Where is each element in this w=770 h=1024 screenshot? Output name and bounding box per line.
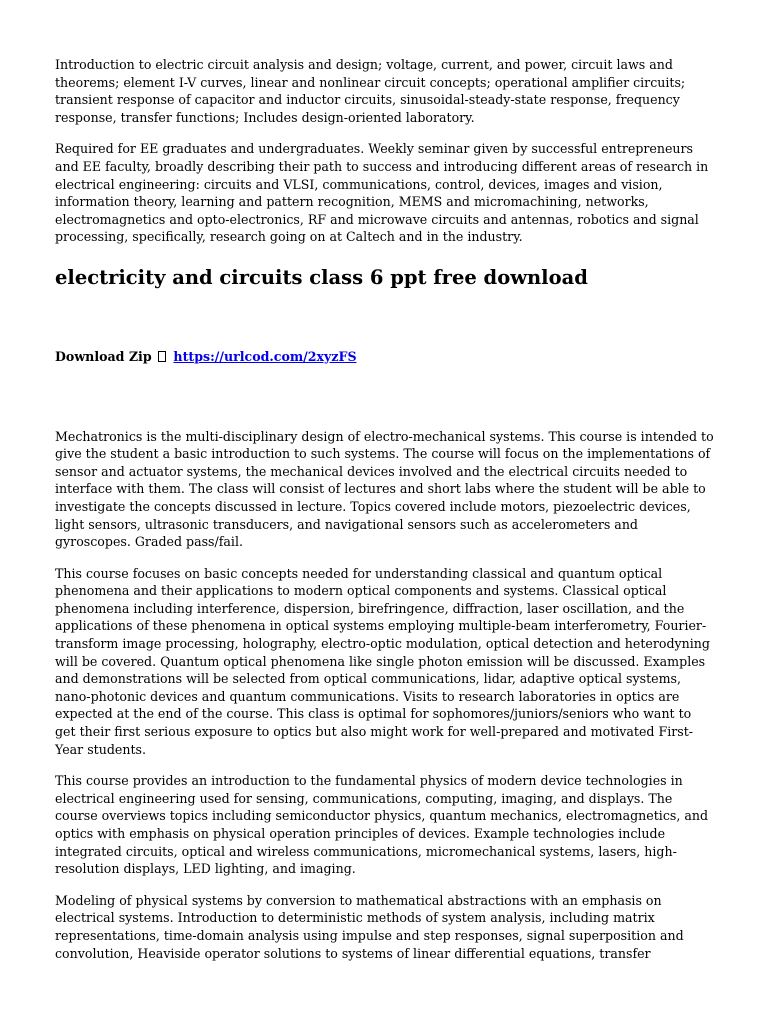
missing-glyph-icon — [158, 351, 166, 362]
paragraph-device-physics: This course provides an introduction to the fundamental physics of modern device technologies in electrical engineering used for sensing, communications, computing, imaging, and displays. The course overviews topics including semiconductor physics, quantum mechanics, electromagnetics, and optics with emphasis on physical operation principles of devices. Example technologies include integrated circuits, optical and wireless communications, micromechanical systems, lasers, high-resolution displays, LED lighting, and imaging. — [55, 773, 709, 877]
document-page — [55, 56, 715, 976]
spacer — [55, 366, 715, 428]
download-line — [55, 348, 715, 366]
paragraph-system-modeling: Modeling of physical systems by conversion to mathematical abstractions with an emphasis on electrical systems. Introduction to deterministic methods of system analysis, including matrix representations, time-domain analysis using impulse and step responses, signal superposition and convolution, Heaviside operator solutions to systems of linear differential equations, transfer — [55, 892, 684, 961]
paragraph-ee-seminar: Required for EE graduates and undergraduates. Weekly seminar given by successful entrepreneurs and EE faculty, broadly describing their path to success and introducing different areas of research in electrical engineering: circuits and VLSI, communications, control, devices, images and vision, information theory, learning and pattern recognition, MEMS and micromachining, networks, electromagnetics and opto-electronics, RF and microwave circuits and antennas, robotics and signal processing, specifically, research going on at Caltech and in the industry. — [55, 141, 709, 245]
page-title: electricity and circuits class 6 ppt free download — [55, 265, 588, 289]
download-label: Download Zip — [55, 348, 152, 364]
paragraph-mechatronics: Mechatronics is the multi-disciplinary design of electro-mechanical systems. This course is intended to give the student a basic introduction to such systems. The course will focus on the implementations of sensor and actuator systems, the mechanical devices involved and the electrical circuits needed to interface with them. The class will consist of lectures and short labs where the student will be able to investigate the concepts discussed in lecture. Topics covered include motors, piezoelectric devices, light sensors, ultrasonic transducers, and navigational sensors such as accelerometers and gyroscopes. Graded pass/fail. — [55, 428, 714, 550]
download-link[interactable]: https://urlcod.com/2xyzFS — [173, 348, 357, 364]
paragraph-optics: This course focuses on basic concepts needed for understanding classical and quantum optical phenomena and their applications to modern optical components and systems. Classical optical phenomena including interference, dispersion, birefringence, diffraction, laser oscillation, and the applications of these phenomena in optical systems employing multiple-beam interferometry, Fourier-transform image processing, holography, electro-optic modulation, optical detection and heterodyning will be covered. Quantum optical phenomena like single photon emission will be discussed. Examples and demonstrations will be selected from optical communications, lidar, adaptive optical systems, nano-photonic devices and quantum communications. Visits to research laboratories in optics are expected at the end of the course. This class is optimal for sophomores/juniors/seniors who want to get their first serious exposure to optics but also might work for well-prepared and motivated First-Year students. — [55, 565, 710, 757]
paragraph-intro-circuits: Introduction to electric circuit analysis and design; voltage, current, and power, circuit laws and theorems; element I-V curves, linear and nonlinear circuit concepts; operational amplifier circuits; transient response of capacitor and inductor circuits, sinusoidal-steady-state response, frequency response, transfer functions; Includes design-oriented laboratory. — [55, 57, 686, 125]
